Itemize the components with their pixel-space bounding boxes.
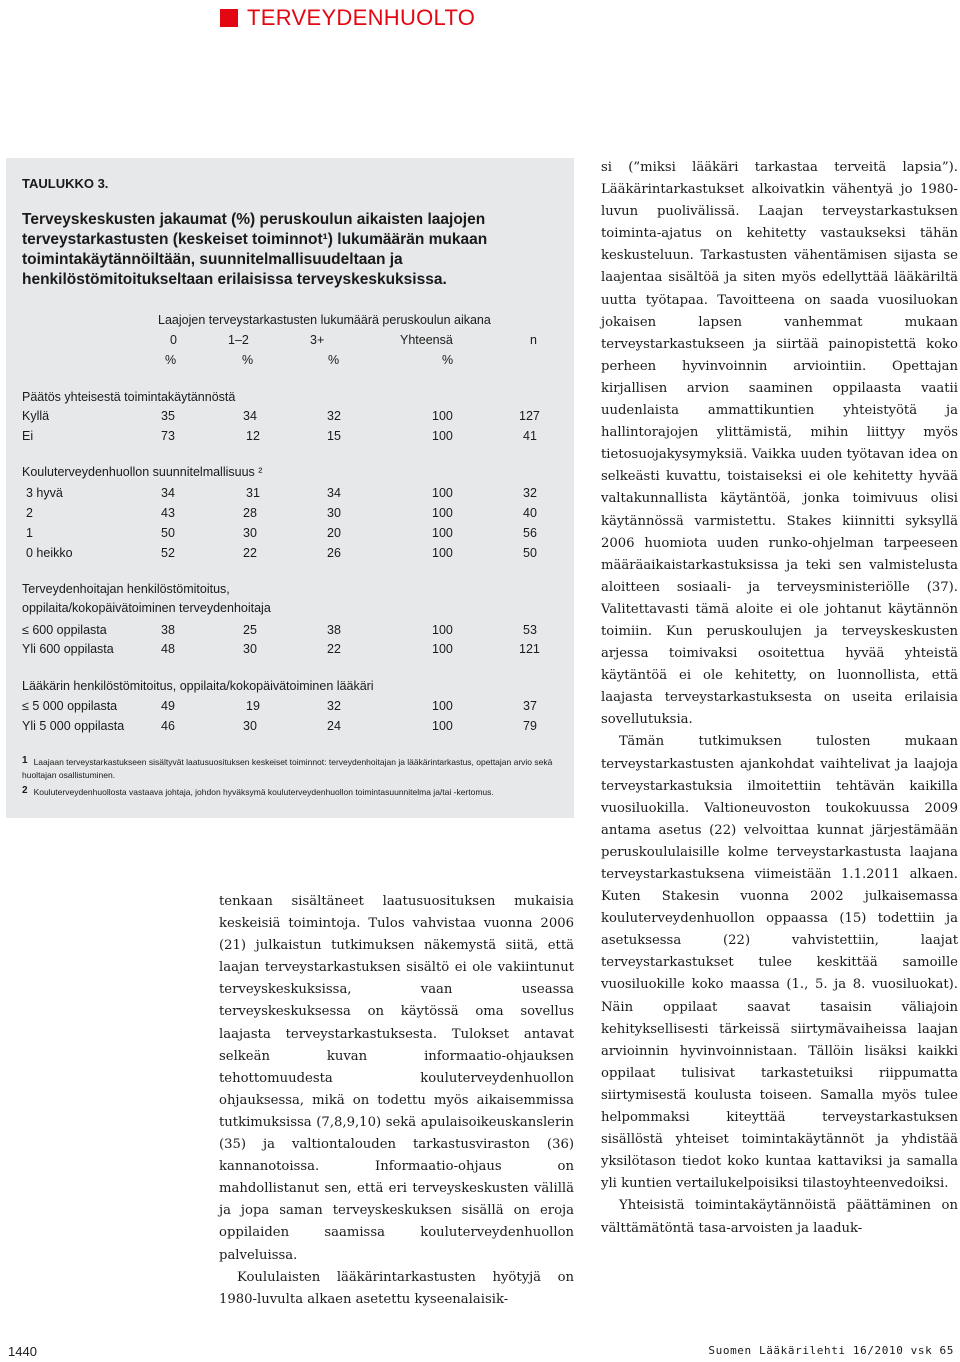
paragraph: Yhteisistä toimintakäytännöistä päättäminen on välttämätöntä tasa-arvoisten ja laaduk- [601, 1198, 958, 1236]
column-group-header: Laajojen terveystarkastusten lukumäärä peruskoulun aikana [158, 313, 491, 327]
row-label: ≤ 5 000 oppilasta [22, 699, 118, 713]
row-label: Yli 600 oppilasta [22, 642, 114, 656]
unit-header: % [442, 353, 454, 367]
cell: 50 [523, 546, 537, 560]
footnote: $^2$ Kouluterveydenhuollosta vastaava johtaja, johdon hyväksymä kouluterveydenhuollon toimintasuunnitelma ja/tai -kertomus. [22, 785, 494, 797]
section-heading: Kouluterveydenhuollon suunnitelmallisuus ² [22, 465, 263, 479]
cell: 73 [161, 429, 175, 443]
footnote: $^1$ Laajaan terveystarkastukseen sisältyvät laatusuosituksen keskeiset toiminnot: terveydenhoitajan ja lääkärintarkastus, opettajan arvio sekä huoltajan osallistuminen. [22, 755, 553, 780]
cell: 52 [161, 546, 175, 560]
row-label: 0 heikko [26, 546, 73, 560]
cell: 100 [432, 409, 453, 423]
cell: 32 [523, 486, 537, 500]
journal-info: Suomen Lääkärilehti 16/2010 vsk 65 [708, 1344, 954, 1357]
paragraph: Tämän tutkimuksen tulosten mukaan terveystarkastusten ajankohdat vaihtelivat ja laajoja terveystarkastuksia ilmoitettiin tehtävän kaikilla vuosiluokilla. Valtioneuvoston toukokuussa 2009 antama asetus (22) velvoittaa kunnat järjestämään peruskoululaisille kolme terveystarkastusta laajana terveystarkastuksena viimeistään 1.1.2011 alkaen. Kuten Stakesin vuonna 2002 julkaisemassa kouluterveydenhuollon oppaassa (15) todettiin ja asetuksessa (22) vahvistettiin, laajat terveystarkastukset tulee keskittää samoille vuosiluokille koko maassa (1., 5. ja 8. vuosiluokat). Näin oppilaat saavat tasaisin väliajoin kehityksellisesti tärkeissä siirtymävaiheissa laajan arvioinnin hyvinvoinnistaan. Tällöin lisäksi kaikki oppilaat tulisivat tarkastetuiksi riippumatta siirtymisestä koulusta toiseen. Samalla myös tulee helpommaksi kiteyttää terveystarkastuksen sisällöstä yhteiset toimintakäytännöt ja yhdistää yksilötason tiedot koko kuntaa kattaviksi ja samalla yli kuntien vertailukelpoisiksi tilastoyhteenvedoiksi. [601, 734, 958, 1192]
row-label: Kyllä [22, 409, 50, 423]
row-label: Ei [22, 429, 34, 443]
cell: 50 [161, 526, 175, 540]
col-header: n [530, 333, 537, 347]
cell: 37 [523, 699, 537, 713]
cell: 30 [243, 719, 257, 733]
cell: 100 [432, 719, 453, 733]
cell: 40 [523, 506, 537, 520]
cell: 100 [432, 429, 453, 443]
cell: 20 [327, 526, 341, 540]
cell: 41 [523, 429, 537, 443]
cell: 25 [243, 623, 257, 637]
paragraph: tenkaan sisältäneet laatusuosituksen mukaisia keskeisiä toimintoja. Tulos vahvistaa vuonna 2006 (21) julkaistun tutkimuksen näkemystä siitä, että laajan terveystarkastuksen sisältö ei ole vakiintunut terveyskeskuksissa, vaan useassa terveyskeskuksessa on käytössä oma sovellus laajasta terveystarkastuksesta. Tulokset antavat selkeän kuvan informaatio-ohjauksen tehottomuudesta kouluterveydenhuollon ohjauksessa, mikä on todettu myös aikaisemmissa tutkimuksissa (7,8,9,10) sekä apulaisoikeuskanslerin (35) ja valtiontalouden tarkastusviraston (36) kannanotoissa. Informaatio-ohjaus on mahdollistanut sen, että eri terveyskeskusten välillä ja jopa saman terveyskeskuksen sisällä on eroja oppilaiden saamissa kouluterveydenhuollon palveluissa. [219, 894, 574, 1263]
cell: 28 [243, 506, 257, 520]
paragraph: si (”miksi lääkäri tarkastaa terveitä lapsia”). Lääkärintarkastukset alkoivatkin vähentyä jo 1980-luvun puolivälissä. Laajan terveystarkastuksen toiminta-ajatus on kehitetty vastaukseksi tähän keskusteluun. Tarkastusten vähentämisen sijasta se laajentaa sisältöä ja siten myös edellyttää lääkäriltä uutta työtapaa. Tavoitteena on saada vuosiluokan jokaisen lapsen vanhemmat mukaan terveystarkastukseen ja siirtää painopistettä koko perheen hyvinvoinnin arviointiin. Opettajan kirjallisen arvion saaminen oppilaasta vaatii uudenlaista ammattikuntien yhteistyötä ja hallintorajojen ylittämistä, mihin liittyy myös tietosuojakysymyksiä. Vaikka uuden työtavan idea on selkeästi kuvattu, toistaiseksi ei ole kehitetty hyvää valtakunnallista käytäntöä, jonka toimivuus olisi käytännössä varmistettu. Stakes kiinnitti syksyllä 2006 huomiota uuden runko-ohjelman tarpeeseen määräaikaistarkastuksissa ja teki sen valmistelusta aloitteen sosiaali- ja terveysministeriölle (37). Valitettavasti tämä aloite ei ole johtanut käytännön toimiin. Kun peruskoulujen ja terveyskeskusten arjessa toimivaksi osoitettua hyvää yhteistä käytäntöä ei ole kehitetty, on luonnollista, että laajasta terveystarkastuksesta on useita erilaisia sovellutuksia. [601, 160, 958, 728]
table-label: TAULUKKO 3. [22, 176, 109, 191]
cell: 31 [246, 486, 260, 500]
cell: 30 [243, 526, 257, 540]
cell: 38 [161, 623, 175, 637]
row-label: Yli 5 000 oppilasta [22, 719, 125, 733]
cell: 46 [161, 719, 175, 733]
page-number: 1440 [8, 1344, 37, 1359]
cell: 127 [519, 409, 540, 423]
col-header: Yhteensä [400, 333, 453, 347]
cell: 79 [523, 719, 537, 733]
cell: 32 [327, 699, 341, 713]
cell: 121 [519, 642, 540, 656]
section-header [220, 5, 475, 31]
section-marker-icon [220, 9, 238, 27]
cell: 100 [432, 699, 453, 713]
unit-header: % [242, 353, 254, 367]
cell: 34 [243, 409, 257, 423]
unit-header: % [165, 353, 177, 367]
cell: 26 [327, 546, 341, 560]
cell: 100 [432, 526, 453, 540]
cell: 43 [161, 506, 175, 520]
col-header: 3+ [310, 333, 325, 347]
row-label: 1 [26, 526, 33, 540]
cell: 56 [523, 526, 537, 540]
cell: 38 [327, 623, 341, 637]
table-title: Terveyskeskusten jakaumat (%) peruskoulun aikaisten laajojen terveystarkastusten (keskeiset toiminnot¹) lukumäärän mukaan toimintakäytännöiltään, suunnitelmallisuudeltaan ja henkilöstömitoitukseltaan erilaisissa terveyskeskuksissa. [22, 211, 488, 288]
cell: 48 [161, 642, 175, 656]
row-label: ≤ 600 oppilasta [22, 623, 107, 637]
cell: 30 [243, 642, 257, 656]
cell: 34 [161, 486, 175, 500]
col-header: 0 [170, 333, 177, 347]
cell: 15 [327, 429, 341, 443]
cell: 35 [161, 409, 175, 423]
cell: 30 [327, 506, 341, 520]
cell: 22 [327, 642, 341, 656]
row-label: 2 [26, 506, 33, 520]
cell: 49 [161, 699, 175, 713]
unit-header: % [328, 353, 340, 367]
cell: 53 [523, 623, 537, 637]
paragraph: Koululaisten lääkärintarkastusten hyötyjä on 1980-luvulta alkaen asetettu kyseenalaisik- [219, 1269, 574, 1307]
section-heading: Lääkärin henkilöstömitoitus, oppilaita/kokopäivätoiminen lääkäri [22, 679, 374, 693]
row-label: 3 hyvä [26, 486, 63, 500]
cell: 22 [243, 546, 257, 560]
cell: 32 [327, 409, 341, 423]
cell: 100 [432, 642, 453, 656]
cell: 100 [432, 486, 453, 500]
section-title: TERVEYDENHUOLTO [247, 5, 476, 30]
col-header: 1–2 [228, 333, 249, 347]
body-column-middle [219, 891, 574, 1311]
cell: 100 [432, 506, 453, 520]
cell: 19 [246, 699, 260, 713]
cell: 100 [432, 623, 453, 637]
section-heading: Päätös yhteisestä toimintakäytännöstä [22, 390, 236, 404]
section-heading: Terveydenhoitajan henkilöstömitoitus, [22, 582, 230, 596]
cell: 34 [327, 486, 341, 500]
cell: 24 [327, 719, 341, 733]
body-column-right [601, 157, 958, 1240]
section-heading: oppilaita/kokopäivätoiminen terveydenhoitaja [22, 601, 271, 615]
table-box [6, 158, 574, 818]
cell: 100 [432, 546, 453, 560]
cell: 12 [246, 429, 260, 443]
